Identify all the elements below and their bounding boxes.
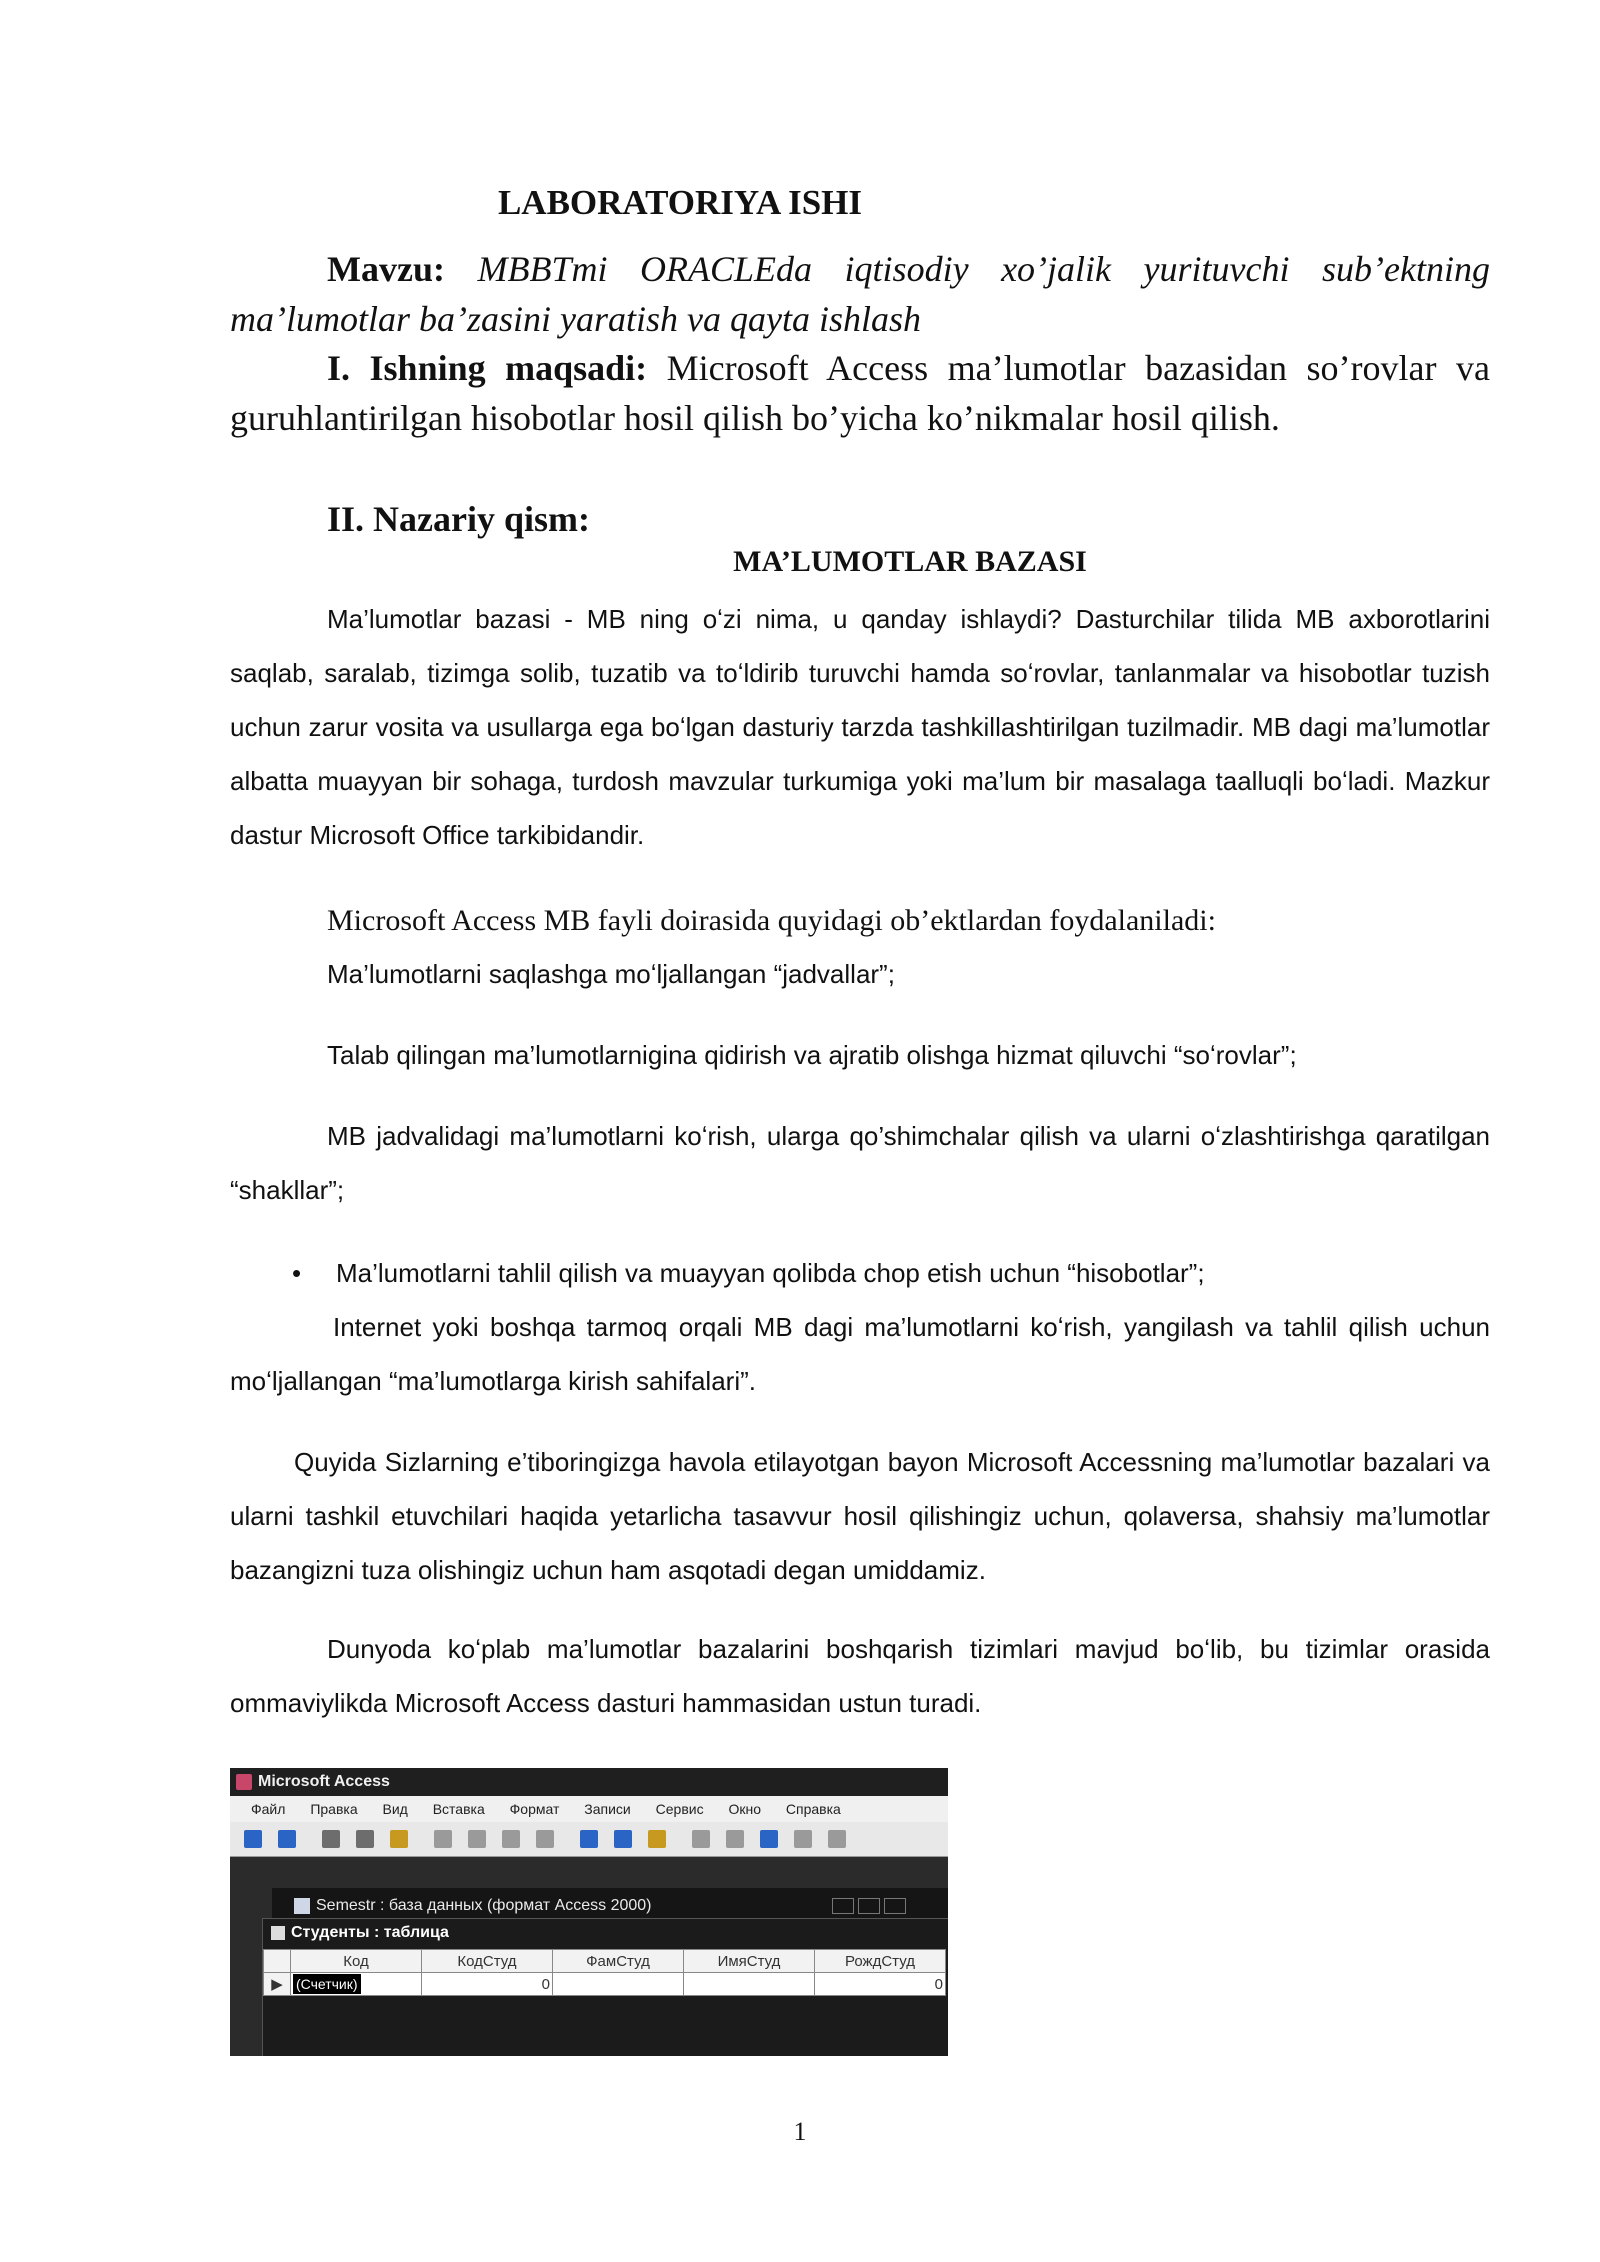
minimize-icon (832, 1898, 854, 1914)
toolbar-button-icon (244, 1830, 262, 1848)
maximize-icon (858, 1898, 880, 1914)
access-app-title: Microsoft Access (258, 1773, 390, 1790)
list-item-reports-text: Ma’lumotlarni tahlil qilish va muayyan qolibda chop etish uchun “hisobotlar”; (336, 1258, 1205, 1288)
access-toolbar (230, 1822, 948, 1857)
row-selector-icon: ▶ (264, 1973, 291, 1996)
toolbar-button-icon (502, 1830, 520, 1848)
col-imyastud: ИмяСтуд (684, 1950, 815, 1973)
paragraph-intro: Quyida Sizlarning e’tiboringizga havola etilayotgan bayon Microsoft Accessning ma’lumotlar bazalari va ularni tashkil etuvchilari haqida yetarlicha tasavvur hosil qilishingiz uchun, qolaversa, shahsiy ma’lumotlar bazangizni tuza olishingiz uchun ham asqotadi degan umiddamiz. (230, 1447, 1490, 1585)
cell-rozhdstud: 0 (815, 1973, 946, 1996)
menu-records: Записи (584, 1801, 631, 1817)
col-famstud: ФамСтуд (553, 1950, 684, 1973)
col-rozhdstud: РождСтуд (815, 1950, 946, 1973)
toolbar-button-icon (536, 1830, 554, 1848)
paragraph-popularity: Dunyoda koʻplab ma’lumotlar bazalarini boshqarish tizimlari mavjud boʻlib, bu tizimlar orasida ommaviylikda Microsoft Access dasturi hammasidan ustun turadi. (230, 1634, 1490, 1718)
list-item-tables: Ma’lumotlarni saqlashga moʻljallangan “jadvallar”; (327, 959, 895, 989)
topic-label: Mavzu: (327, 249, 445, 289)
toolbar-button-icon (468, 1830, 486, 1848)
close-icon (884, 1898, 906, 1914)
goal-label: I. Ishning maqsadi: (327, 348, 648, 388)
goal-text: Microsoft Access ma’lumotlar bazasidan so’rovlar va guruhlantirilgan hisobotlar hosil qilish bo’yicha ko’nikmalar hosil qilish. (230, 348, 1490, 438)
section-heading: MA’LUMOTLAR BAZASI (733, 545, 1087, 578)
cell-kod (291, 1973, 422, 1996)
toolbar-button-icon (760, 1830, 778, 1848)
table-window-titlebar (263, 1919, 948, 1947)
table-icon (271, 1926, 285, 1940)
row-selector-header (264, 1950, 291, 1973)
toolbar-button-icon (434, 1830, 452, 1848)
toolbar-button-icon (278, 1830, 296, 1848)
access-app-icon (236, 1774, 252, 1790)
list-item-queries: Talab qilingan ma’lumotlarnigina qidirish va ajratib olishga hizmat qiluvchi “soʻrovlar”; (327, 1040, 1297, 1070)
menu-edit: Правка (310, 1801, 358, 1817)
paragraph-mb-definition: Ma’lumotlar bazasi - MB ning oʻzi nima, u qanday ishlaydi? Dasturchilar tilida MB axborotlarini saqlab, saralab, tizimga solib, tuzatib va toʻldirib turuvchi hamda soʻrovlar, tanlanmalar va hisobotlar tuzish uchun zarur vosita va usullarga ega boʻlgan dasturiy tarzda tashkillashtirilgan tuzilmadir. MB dagi ma’lumotlar albatta muayyan bir sohaga, turdosh mavzular turkumiga yoki ma’lum bir masalaga taalluqli boʻladi. Mazkur dastur Microsoft Office tarkibidandir. (230, 604, 1490, 850)
cell-famstud (553, 1973, 684, 1996)
toolbar-button-icon (828, 1830, 846, 1848)
toolbar-button-icon (692, 1830, 710, 1848)
table-row (264, 1973, 946, 1996)
topic-paragraph (230, 244, 1490, 344)
menu-view: Вид (382, 1801, 408, 1817)
cell-kodstud: 0 (422, 1973, 553, 1996)
document-title: LABORATORIYA ISHI (497, 183, 863, 222)
list-item-reports (292, 1246, 1205, 1300)
menu-file: Файл (251, 1801, 286, 1817)
access-menubar (230, 1796, 948, 1822)
toolbar-button-icon (648, 1830, 666, 1848)
toolbar-button-icon (580, 1830, 598, 1848)
menu-window: Окно (728, 1801, 762, 1817)
table-window-title: Студенты : таблица (291, 1924, 449, 1941)
toolbar-button-icon (614, 1830, 632, 1848)
col-kodstud: КодСтуд (422, 1950, 553, 1973)
menu-help: Справка (785, 1801, 841, 1817)
list-item-pages: Internet yoki boshqa tarmoq orqali MB dagi ma’lumotlarni koʻrish, yangilash va tahlil qilish uchun moʻljallangan “ma’lumotlarga kirish sahifalari”. (230, 1312, 1490, 1396)
datasheet (263, 1949, 946, 1996)
theory-heading: II. Nazariy qism: (327, 499, 590, 539)
bullet-icon: • (292, 1258, 302, 1288)
objects-intro: Microsoft Access MB fayli doirasida quyidagi ob’ektlardan foydalaniladi: (327, 904, 1216, 937)
access-titlebar (230, 1768, 948, 1796)
goal-paragraph (230, 343, 1490, 443)
menu-format: Формат (509, 1801, 560, 1817)
page-number: 1 (793, 2117, 807, 2146)
list-item-forms: MB jadvalidagi ma’lumotlarni koʻrish, ularga qo’shimchalar qilish va ularni oʻzlashtirishga qaratilgan “shakllar”; (230, 1121, 1490, 1205)
menu-tools: Сервис (655, 1801, 704, 1817)
toolbar-button-icon (356, 1830, 374, 1848)
counter-value: (Счетчик) (293, 1974, 361, 1994)
toolbar-button-icon (390, 1830, 408, 1848)
table-window (262, 1918, 948, 2056)
db-window-titlebar (272, 1892, 948, 1920)
col-kod: Код (291, 1950, 422, 1973)
toolbar-button-icon (794, 1830, 812, 1848)
topic-text: MBBTmi ORACLEda iqtisodiy xo’jalik yurituvchi sub’ektning ma’lumotlar ba’zasini yaratish va qayta ishlash (230, 249, 1490, 339)
cell-imyastud (684, 1973, 815, 1996)
menu-insert: Вставка (432, 1801, 485, 1817)
db-window-title: Semestr : база данных (формат Access 2000) (316, 1897, 652, 1914)
toolbar-button-icon (322, 1830, 340, 1848)
access-screenshot (230, 1768, 948, 2056)
toolbar-button-icon (726, 1830, 744, 1848)
db-window-icon (294, 1898, 310, 1914)
